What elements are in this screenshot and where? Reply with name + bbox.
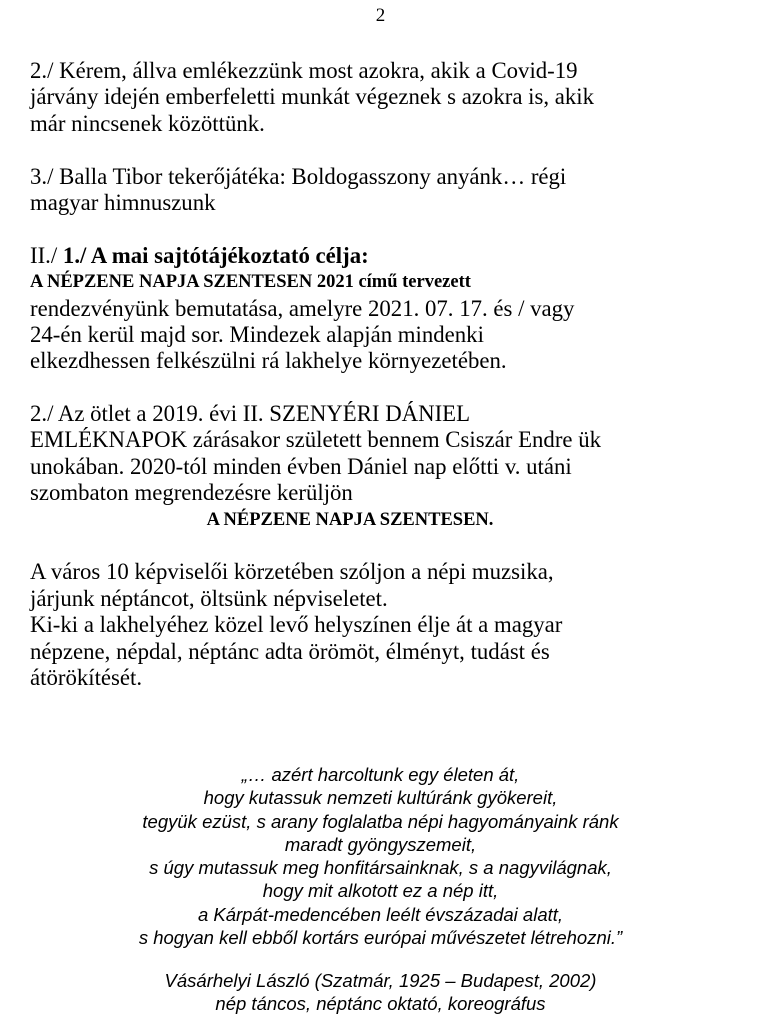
paragraph-line: járvány idején emberfeletti munkát végeznek s azokra is, akik bbox=[30, 84, 594, 110]
paragraph-line: rendezvényünk bemutatása, amelyre 2021. 07. 17. és / vagy bbox=[30, 295, 575, 321]
paragraph-line: Ki-ki a lakhelyéhez közel levő helyszínen élje át a magyar bbox=[30, 612, 563, 638]
section-number: II./ bbox=[30, 242, 63, 268]
paragraph-line: 2./ Kérem, állva emlékezzünk most azokra, akik a Covid-19 bbox=[30, 58, 578, 83]
paragraph-line: EMLÉKNAPOK zárásakor született bennem Csiszár Endre ük bbox=[30, 427, 602, 453]
event-name-centered: A NÉPZENE NAPJA SZENTESEN. bbox=[206, 509, 494, 530]
section-heading-title: 1./ A mai sajtótájékoztató célja: bbox=[62, 242, 369, 268]
paragraph-line: 2./ Az ötlet a 2019. évi II. SZENYÉRI DÁNIEL bbox=[30, 401, 471, 427]
paragraph-line: járjunk néptáncot, öltsünk népviseletet. bbox=[30, 585, 388, 611]
quote-line: „… azért harcoltunk egy életen át, bbox=[241, 764, 520, 785]
quote-block bbox=[0, 763, 761, 949]
paragraph-line: átörökítését. bbox=[30, 664, 143, 690]
paragraph-line: szombaton megrendezésre kerüljön bbox=[30, 480, 353, 506]
paragraph-line: 3./ Balla Tibor tekerőjátéka: Boldogasszony anyánk… régi bbox=[30, 163, 567, 189]
paragraph-line: unokában. 2020-tól minden évben Dániel nap előtti v. utáni bbox=[30, 453, 572, 479]
quote-author-role: nép táncos, néptánc oktató, koreográfus bbox=[215, 992, 546, 1014]
paragraph-line: 24-én kerül majd sor. Mindezek alapján mindenki bbox=[30, 321, 484, 347]
paragraph-line: elkezdhessen felkészülni rá lakhelye környezetében. bbox=[30, 348, 507, 374]
event-title: A NÉPZENE NAPJA SZENTESEN 2021 című tervezett bbox=[30, 272, 471, 293]
quote-line: s úgy mutassuk meg honfitársainknak, s a nagyvilágnak, bbox=[149, 857, 612, 879]
paragraph-line: népzene, népdal, néptánc adta örömöt, élményt, tudást és bbox=[30, 638, 550, 664]
quote-line: hogy kutassuk nemzeti kultúránk gyökereit, bbox=[203, 787, 558, 809]
paragraph-line: magyar himnuszunk bbox=[30, 189, 216, 215]
paragraph-line: A város 10 képviselői körzetében szóljon a népi muzsika, bbox=[30, 559, 554, 585]
quote-line: maradt gyöngyszemeit, bbox=[284, 833, 477, 855]
quote-line: s hogyan kell ebből kortárs európai művészetet létrehozni.” bbox=[138, 927, 623, 949]
quote-line: a Kárpát-medencében leélt évszázadai alatt, bbox=[197, 903, 564, 925]
quote-line: tegyük ezüst, s arany foglalatba népi hagyományaink ránk bbox=[142, 810, 619, 832]
page-number: 2 bbox=[375, 5, 386, 26]
quote-author: Vásárhelyi László (Szatmár, 1925 – Budapest, 2002) bbox=[164, 970, 597, 991]
quote-attribution bbox=[0, 970, 761, 1015]
section-heading bbox=[30, 243, 745, 269]
quote-line: hogy mit alkotott ez a nép itt, bbox=[262, 880, 499, 902]
document-body bbox=[30, 58, 745, 691]
paragraph-line: már nincsenek közöttünk. bbox=[30, 110, 265, 136]
